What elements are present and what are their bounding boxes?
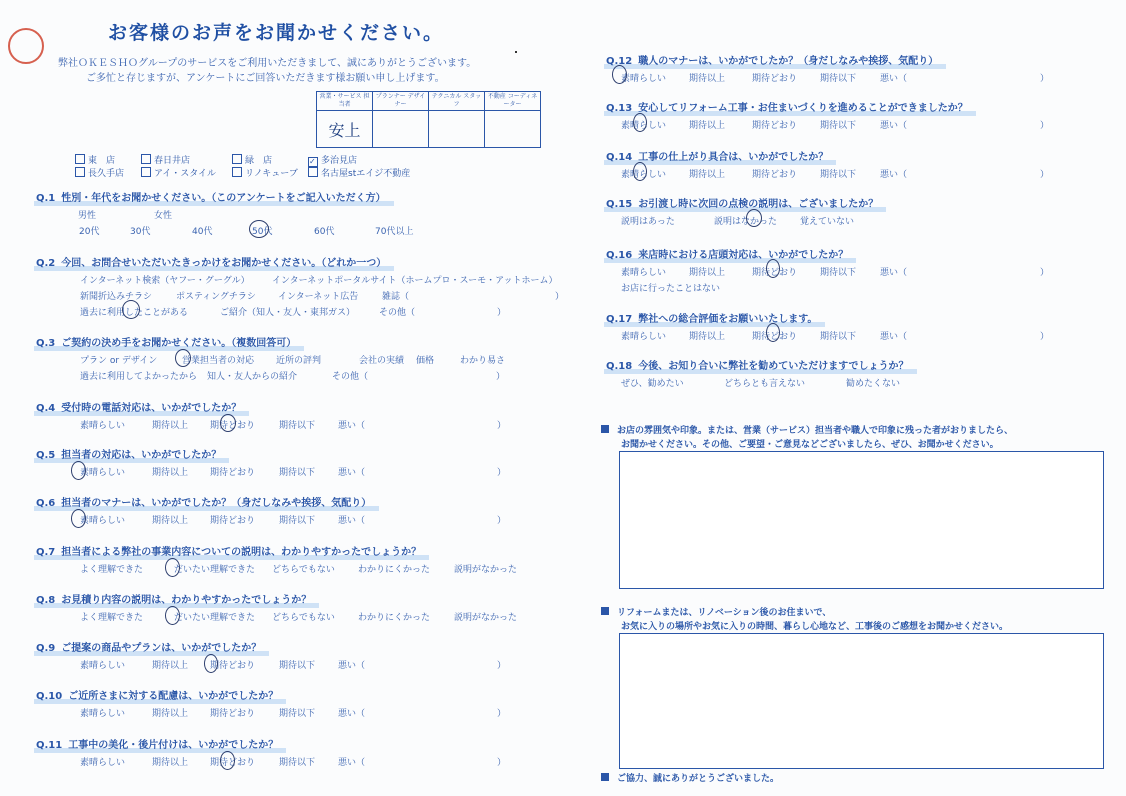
answer-option[interactable]: 素晴らしい <box>80 709 126 719</box>
answer-option[interactable]: 期待以上 <box>152 758 189 768</box>
answer-option[interactable]: 期待どおり <box>210 709 256 719</box>
question-number: Q.18 <box>606 361 633 372</box>
question-number: Q.17 <box>606 314 633 325</box>
hand-drawn-circle-mark <box>633 113 647 132</box>
question-text: 工事の仕上がり具合は、いかがでしたか？ <box>638 152 829 163</box>
hand-drawn-circle-mark <box>71 509 86 528</box>
question-number: Q.8 <box>36 595 56 606</box>
answer-option[interactable]: 60代 <box>314 227 335 237</box>
hand-drawn-circle-mark <box>633 162 647 181</box>
answer-option[interactable]: 説明はあった <box>621 217 675 227</box>
answer-option[interactable]: 悪い（ <box>338 516 366 526</box>
square-bullet-icon <box>601 425 609 433</box>
answer-option[interactable]: 期待以上 <box>689 332 726 342</box>
answer-option[interactable]: 70代以上 <box>375 227 414 237</box>
store-option[interactable] <box>232 153 272 166</box>
answer-option[interactable]: インターネット検索（ヤフー・グーグル） <box>80 276 250 286</box>
hand-drawn-circle-mark <box>71 461 86 480</box>
store-option[interactable] <box>308 166 410 179</box>
question-heading <box>34 494 379 511</box>
answer-option[interactable]: 男性 <box>78 211 97 221</box>
answer-option[interactable]: 期待以下 <box>820 268 857 278</box>
answer-option[interactable]: 新聞折込みチラシ <box>80 292 153 302</box>
answer-option[interactable]: 30代 <box>130 227 151 237</box>
question-heading <box>34 334 304 351</box>
answer-option[interactable]: 期待どおり <box>752 332 798 342</box>
answer-option[interactable]: 期待以上 <box>689 121 726 131</box>
question-heading <box>604 357 917 374</box>
answer-option[interactable]: 悪い（ <box>338 468 366 478</box>
store-label: 多治見店 <box>321 156 358 166</box>
question-heading <box>604 52 946 69</box>
question-heading <box>604 246 856 263</box>
question-text: お引渡し時に次回の点検の説明は、ございましたか？ <box>638 199 879 210</box>
question-text: ご提案の商品やプランは、いかがでしたか？ <box>61 643 262 654</box>
question-heading <box>34 591 319 608</box>
staff-header-realestate: 不動産 コーディネーター <box>485 92 541 111</box>
answer-option[interactable]: ） <box>1040 268 1050 278</box>
answer-option[interactable]: 悪い（ <box>880 121 908 131</box>
answer-option[interactable]: ） <box>497 758 507 768</box>
hand-drawn-circle-mark <box>766 259 780 278</box>
answer-option[interactable]: 期待以下 <box>820 74 857 84</box>
question-number: Q.6 <box>36 498 56 509</box>
checkbox-icon[interactable] <box>308 167 318 177</box>
answer-option[interactable]: 期待どおり <box>210 516 256 526</box>
question-number: Q.5 <box>36 450 56 461</box>
answer-option[interactable]: 営業担当者の対応 <box>182 356 255 366</box>
hand-drawn-circle-mark <box>746 209 762 227</box>
answer-option[interactable]: ） <box>1040 170 1050 180</box>
checkbox-icon[interactable] <box>75 154 85 164</box>
answer-option[interactable]: 悪い（ <box>880 268 908 278</box>
answer-option[interactable]: ） <box>1040 121 1050 131</box>
answer-option[interactable]: わかりにくかった <box>358 565 431 575</box>
staff-table <box>316 91 541 148</box>
answer-option[interactable]: 期待どおり <box>210 421 256 431</box>
staff-header-technical: テクニカル スタッフ <box>429 92 485 111</box>
answer-option[interactable]: 期待以下 <box>279 758 316 768</box>
answer-option[interactable]: 40代 <box>192 227 213 237</box>
answer-option[interactable]: 悪い（ <box>880 74 908 84</box>
answer-option[interactable]: どちらでもない <box>272 565 335 575</box>
checkbox-icon[interactable] <box>75 167 85 177</box>
answer-option[interactable]: 過去に利用したことがある <box>80 308 189 318</box>
answer-option[interactable]: 素晴らしい <box>621 268 667 278</box>
staff-value-sales[interactable]: 安上 <box>317 111 373 148</box>
answer-option[interactable]: 期待以上 <box>152 661 189 671</box>
answer-option[interactable]: 期待以上 <box>152 468 189 478</box>
intro-line-2: ご多忙と存じますが、アンケートにご回答いただきます様お願い申し上げます。 <box>86 73 445 84</box>
answer-option[interactable]: 説明がなかった <box>454 565 518 575</box>
answer-option[interactable]: ） <box>497 308 507 318</box>
staff-header-sales: 営業・サービス 担当者 <box>317 92 373 111</box>
answer-option[interactable]: だいたい理解できた <box>174 613 256 623</box>
answer-option[interactable]: 素晴らしい <box>80 421 126 431</box>
question-heading <box>34 446 229 463</box>
answer-option[interactable]: インターネット広告 <box>278 292 359 302</box>
answer-option[interactable]: ） <box>497 661 507 671</box>
answer-option[interactable]: 近所の評判 <box>276 356 322 366</box>
hand-drawn-circle-mark <box>204 654 218 673</box>
answer-option[interactable]: お店に行ったことはない <box>621 284 721 294</box>
question-text: 担当者のマナーは、いかがでしたか？（身だしなみや挨拶、気配り） <box>61 498 372 509</box>
answer-option[interactable]: 期待どおり <box>210 468 256 478</box>
closing-message: ご協力、誠にありがとうございました。 <box>601 771 779 784</box>
hand-drawn-circle-mark <box>175 349 191 367</box>
answer-option[interactable]: 期待以上 <box>689 268 726 278</box>
staff-value-realestate[interactable] <box>485 111 541 148</box>
question-heading <box>34 254 394 271</box>
answer-option[interactable]: 知人・友人からの紹介 <box>207 372 298 382</box>
question-number: Q.10 <box>36 691 63 702</box>
answer-option[interactable]: 期待以下 <box>820 332 857 342</box>
answer-option[interactable]: 期待どおり <box>752 170 798 180</box>
answer-option[interactable]: 期待どおり <box>752 121 798 131</box>
answer-option[interactable]: 期待どおり <box>210 758 256 768</box>
question-text: ご近所さまに対する配慮は、いかがでしたか？ <box>68 691 279 702</box>
question-number: Q.15 <box>606 199 633 210</box>
question-heading <box>604 195 886 212</box>
answer-option[interactable]: 素晴らしい <box>621 332 667 342</box>
answer-option[interactable]: 素晴らしい <box>80 758 126 768</box>
answer-option[interactable]: どちらとも言えない <box>724 379 806 389</box>
answer-option[interactable]: わかり易さ <box>460 356 506 366</box>
hand-drawn-circle-mark <box>220 414 236 432</box>
question-text: 受付時の電話対応は、いかがでしたか？ <box>61 403 242 414</box>
square-bullet-icon <box>601 607 609 615</box>
answer-option[interactable]: 素晴らしい <box>80 468 126 478</box>
question-heading <box>34 543 429 560</box>
answer-option[interactable]: ご紹介（知人・友人・東邦ガス） <box>220 308 356 318</box>
answer-option[interactable]: 悪い（ <box>880 332 908 342</box>
comment1-prompt-line-1: お店の雰囲気や印象。または、営業（サービス）担当者や職人で印象に残った者がおりましたら、 <box>601 423 1013 436</box>
question-text: 担当者による弊社の事業内容についての説明は、わかりやすかったでしょうか？ <box>61 547 422 558</box>
store-option[interactable] <box>141 166 216 179</box>
store-label: 東 店 <box>88 156 116 166</box>
question-number: Q.9 <box>36 643 56 654</box>
answer-option[interactable]: 期待以下 <box>279 516 316 526</box>
staff-value-planner[interactable] <box>373 111 429 148</box>
answer-option[interactable]: 雑誌（ <box>382 292 410 302</box>
checkbox-icon[interactable]: ✓ <box>308 157 318 167</box>
comment2-prompt-line-2: お気に入りの場所やお気に入りの時間、暮らし心地など、工事後のご感想をお聞かせください。 <box>621 622 1009 632</box>
answer-option[interactable]: 素晴らしい <box>621 74 667 84</box>
store-label: アイ・スタイル <box>154 169 217 179</box>
answer-option[interactable]: 素晴らしい <box>80 661 126 671</box>
question-heading <box>34 639 269 656</box>
answer-option[interactable]: 過去に利用してよかったから <box>80 372 198 382</box>
question-heading <box>604 99 976 116</box>
store-label: リノキューブ <box>245 169 298 179</box>
answer-option[interactable]: 期待どおり <box>210 661 256 671</box>
answer-option[interactable]: ） <box>497 709 507 719</box>
answer-option[interactable]: よく理解できた <box>80 565 144 575</box>
answer-option[interactable]: その他（ <box>332 372 369 382</box>
checkbox-icon[interactable] <box>232 167 242 177</box>
ink-speck <box>515 51 517 53</box>
answer-option[interactable]: ） <box>497 516 507 526</box>
answer-option[interactable]: 素晴らしい <box>80 516 126 526</box>
answer-option[interactable]: 悪い（ <box>338 421 366 431</box>
staff-header-planner: プランナー デザイナー <box>373 92 429 111</box>
answer-option[interactable]: 覚えていない <box>800 217 855 227</box>
question-number: Q.3 <box>36 338 56 349</box>
answer-option[interactable]: 会社の実績 <box>359 356 405 366</box>
comment2-prompt-line-1: リフォームまたは、リノベーション後のお住まいで、 <box>601 605 831 618</box>
question-text: 担当者の対応は、いかがでしたか？ <box>61 450 222 461</box>
question-number: Q.11 <box>36 740 63 751</box>
hand-drawn-circle-mark <box>122 300 140 319</box>
answer-option[interactable]: 期待以上 <box>689 170 726 180</box>
square-bullet-icon <box>601 773 609 781</box>
answer-option[interactable]: 期待どおり <box>752 74 798 84</box>
answer-option[interactable]: ） <box>555 292 565 302</box>
question-text: 職人のマナーは、いかがでしたか？（身だしなみや挨拶、気配り） <box>638 56 939 67</box>
answer-option[interactable]: 期待以上 <box>152 421 189 431</box>
comment1-textarea[interactable] <box>619 451 1104 589</box>
question-text: 安心してリフォーム工事・お住まいづくりを進めることができましたか？ <box>638 103 968 114</box>
answer-option[interactable]: 悪い（ <box>338 661 366 671</box>
question-text: 来店時における店頭対応は、いかがでしたか？ <box>638 250 849 261</box>
answer-option[interactable]: わかりにくかった <box>358 613 431 623</box>
question-text: 今回、お問合せいただいたきっかけをお聞かせください。（どれか一つ） <box>61 258 387 269</box>
answer-option[interactable]: 価格 <box>416 356 435 366</box>
store-label: 長久手店 <box>88 169 125 179</box>
answer-option[interactable]: 期待以下 <box>279 661 316 671</box>
answer-option[interactable]: 悪い（ <box>880 170 908 180</box>
question-number: Q.1 <box>36 193 56 204</box>
answer-option[interactable]: 期待以下 <box>820 170 857 180</box>
store-option[interactable] <box>308 153 357 167</box>
hand-drawn-circle-mark <box>249 220 269 238</box>
store-label: 春日井店 <box>154 156 191 166</box>
question-number: Q.16 <box>606 250 633 261</box>
checkbox-icon[interactable] <box>232 154 242 164</box>
intro-line-1: 弊社ＯＫＥＳＨＯグループのサービスをご利用いただきまして、誠にありがとうございます。 <box>58 58 477 69</box>
answer-option[interactable]: その他（ <box>379 308 416 318</box>
answer-option[interactable]: 説明はなかった <box>714 217 778 227</box>
answer-option[interactable]: 素晴らしい <box>621 170 667 180</box>
answer-option[interactable]: 期待以下 <box>279 468 316 478</box>
answer-option[interactable]: ぜひ、勧めたい <box>621 379 684 389</box>
question-heading <box>34 736 286 753</box>
checkbox-icon[interactable] <box>141 154 151 164</box>
hand-drawn-circle-mark <box>165 606 180 625</box>
question-heading <box>604 310 825 327</box>
hand-drawn-circle-mark <box>220 751 235 770</box>
question-number: Q.4 <box>36 403 56 414</box>
comment2-textarea[interactable] <box>619 633 1104 769</box>
answer-option[interactable]: 20代 <box>79 227 100 237</box>
answer-option[interactable]: プラン or デザイン <box>80 356 158 366</box>
store-option[interactable] <box>75 166 124 179</box>
question-number: Q.13 <box>606 103 633 114</box>
question-heading <box>34 399 249 416</box>
answer-option[interactable]: 女性 <box>154 211 173 221</box>
answer-option[interactable]: ） <box>496 372 506 382</box>
answer-option[interactable]: 悪い（ <box>338 758 366 768</box>
answer-option[interactable]: 50代 <box>252 227 273 237</box>
answer-option[interactable]: ） <box>497 468 507 478</box>
answer-option[interactable]: 悪い（ <box>338 709 366 719</box>
answer-option[interactable]: 期待以下 <box>820 121 857 131</box>
question-heading <box>34 189 394 206</box>
question-text: ご契約の決め手をお聞かせください。（複数回答可） <box>61 338 297 349</box>
answer-option[interactable]: よく理解できた <box>80 613 144 623</box>
question-text: 性別・年代をお聞かせください。（このアンケートをご記入いただく方） <box>61 193 386 204</box>
hand-drawn-circle-mark <box>165 558 180 577</box>
store-label: 緑 店 <box>245 156 273 166</box>
answer-option[interactable]: 期待以上 <box>152 516 189 526</box>
question-number: Q.14 <box>606 152 633 163</box>
hand-drawn-circle-mark <box>766 323 780 342</box>
answer-option[interactable]: だいたい理解できた <box>174 565 256 575</box>
answer-option[interactable]: インターネットポータルサイト（ホームプロ・スーモ・アットホーム） <box>272 276 558 286</box>
store-label: 名古屋stエイジ不動産 <box>321 169 411 179</box>
comment1-prompt-line-2: お聞かせください。その他、ご要望・ご意見などございましたら、ぜひ、お聞かせください。 <box>621 440 999 450</box>
answer-option[interactable]: ） <box>497 421 507 431</box>
answer-option[interactable]: ） <box>1040 332 1050 342</box>
store-option[interactable] <box>232 166 298 179</box>
answer-option[interactable]: ） <box>1040 74 1050 84</box>
answer-option[interactable]: 期待以上 <box>152 709 189 719</box>
question-number: Q.12 <box>606 56 633 67</box>
question-text: お見積り内容の説明は、わかりやすかったでしょうか？ <box>61 595 312 606</box>
answer-option[interactable]: 期待以下 <box>279 421 316 431</box>
checkbox-icon[interactable] <box>141 167 151 177</box>
answer-option[interactable]: 説明がなかった <box>454 613 518 623</box>
question-text: 今後、お知り合いに弊社を勧めていただけますでしょうか？ <box>638 361 909 372</box>
question-number: Q.2 <box>36 258 56 269</box>
answer-option[interactable]: 素晴らしい <box>621 121 667 131</box>
question-text: 工事中の美化・後片付けは、いかがでしたか？ <box>68 740 279 751</box>
store-option[interactable] <box>141 153 190 166</box>
answer-option[interactable]: ポスティングチラシ <box>176 292 256 302</box>
question-text: 弊社への総合評価をお願いいたします。 <box>638 314 818 325</box>
hand-drawn-circle-mark <box>612 65 627 84</box>
store-option[interactable] <box>75 153 115 166</box>
question-number: Q.7 <box>36 547 56 558</box>
answer-option[interactable]: どちらでもない <box>272 613 335 623</box>
staff-value-technical[interactable] <box>429 111 485 148</box>
answer-option[interactable]: 期待以上 <box>689 74 726 84</box>
answer-option[interactable]: 期待以下 <box>279 709 316 719</box>
answer-option[interactable]: 勧めたくない <box>846 379 901 389</box>
company-seal-stamp <box>8 28 44 64</box>
page-title: お客様のお声をお聞かせください。 <box>108 22 445 44</box>
answer-option[interactable]: 期待どおり <box>752 268 798 278</box>
question-heading <box>34 687 286 704</box>
